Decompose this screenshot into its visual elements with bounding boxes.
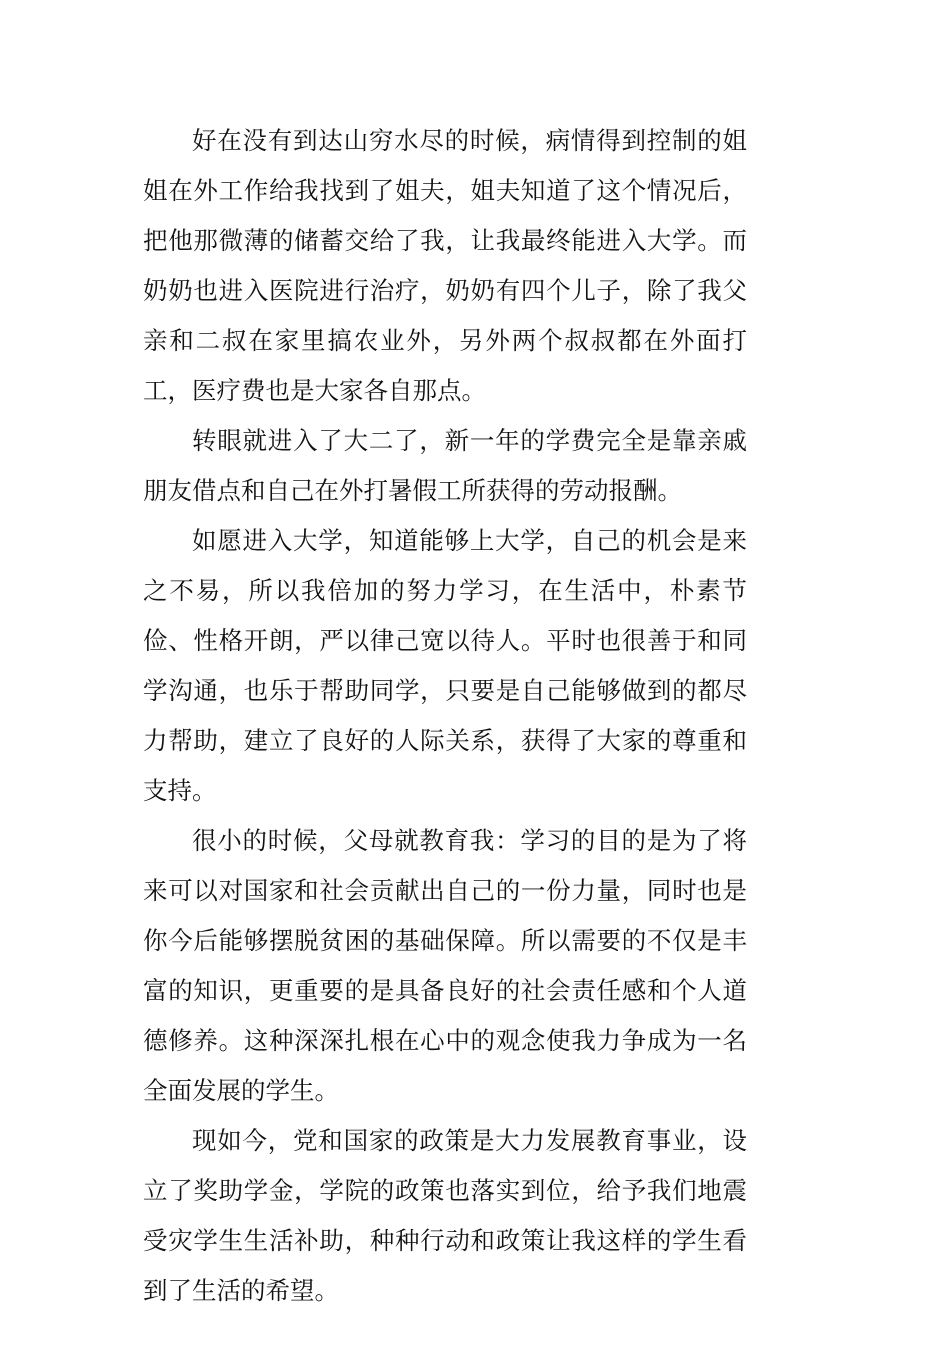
paragraph-1: 好在没有到达山穷水尽的时候，病情得到控制的姐姐在外工作给我找到了姐夫，姐夫知道了这个情况后，把他那微薄的储蓄交给了我，让我最终能进入大学。而奶奶也进入医院进行治疗，奶奶有四个儿子，除了我父亲和二叔在家里搞农业外，另外两个叔叔都在外面打工，医疗费也是大家各自那点。 [143, 126, 747, 405]
paragraph-5: 现如今，党和国家的政策是大力发展教育事业，设立了奖助学金，学院的政策也落实到位，给予我们地震受灾学生生活补助，种种行动和政策让我这样的学生看到了生活的希望。 [143, 1126, 747, 1305]
paragraph-2: 转眼就进入了大二了，新一年的学费完全是靠亲戚朋友借点和自己在外打暑假工所获得的劳动报酬。 [143, 426, 747, 505]
document-body [143, 116, 747, 1316]
paragraph-4: 很小的时候，父母就教育我：学习的目的是为了将来可以对国家和社会贡献出自己的一份力量，同时也是你今后能够摆脱贫困的基础保障。所以需要的不仅是丰富的知识，更重要的是具备良好的社会责任感和个人道德修养。这种深深扎根在心中的观念使我力争成为一名全面发展的学生。 [143, 826, 747, 1105]
paragraph-3: 如愿进入大学，知道能够上大学，自己的机会是来之不易，所以我倍加的努力学习，在生活中，朴素节俭、性格开朗，严以律己宽以待人。平时也很善于和同学沟通，也乐于帮助同学，只要是自己能够做到的都尽力帮助，建立了良好的人际关系，获得了大家的尊重和支持。 [143, 526, 747, 805]
